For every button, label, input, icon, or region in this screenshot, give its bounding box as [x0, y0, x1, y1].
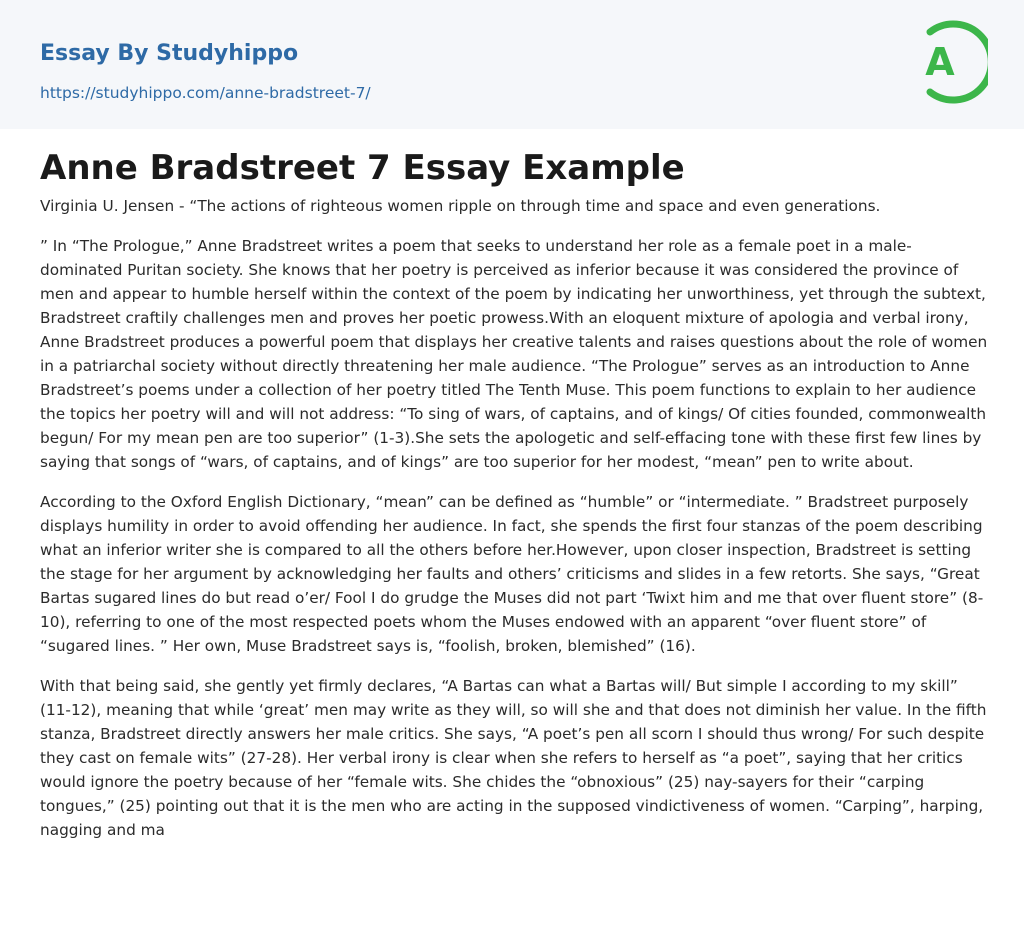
- article-body: [40, 194, 990, 858]
- studyhippo-logo-icon[interactable]: [910, 18, 988, 106]
- article-paragraph: Virginia U. Jensen - “The actions of righteous women ripple on through time and space and even generations.: [40, 197, 881, 215]
- article-paragraph: With that being said, she gently yet firmly declares, “A Bartas can what a Bartas will/ But simple I according to my skill” (11-12), meaning that while ‘great’ men may write as they will, so will she and that does not diminish her value. In the fifth stanza, Bradstreet directly answers her male critics. She says, “A poet’s pen all scorn I should thus wrong/ For such despite they cast on female wits” (27-28). Her verbal irony is clear when she refers to herself as “a poet”, saying that her critics would ignore the poetry because of her “female wits. She chides the “obnoxious” (25) nay-sayers for their “carping tongues,” (25) pointing out that it is the men who are acting in the supposed vindictiveness of women. “Carping”, harping, nagging and ma: [40, 677, 987, 839]
- page-url-link[interactable]: https://studyhippo.com/anne-bradstreet-7/: [40, 84, 371, 102]
- article-title: Anne Bradstreet 7 Essay Example: [40, 148, 685, 188]
- article-paragraph: According to the Oxford English Dictionary, “mean” can be defined as “humble” or “intermediate. ” Bradstreet purposely displays humility in order to avoid offending her audience. In fact, she spends the first four stanzas of the poem describing what an inferior writer she is compared to all the others before her.However, upon closer inspection, Bradstreet is setting the stage for her argument by acknowledging her faults and others’ criticisms and slides in a few retorts. She says, “Great Bartas sugared lines do but read o’er/ Fool I do grudge the Muses did not part ‘Twixt him and me that over fluent store” (8-10), referring to one of the most respected poets whom the Muses endowed with an apparent “over fluent store” of “sugared lines. ” Her own, Muse Bradstreet says is, “foolish, broken, blemished” (16).: [40, 493, 984, 655]
- article-paragraph: ” In “The Prologue,” Anne Bradstreet writes a poem that seeks to understand her role as a female poet in a male-dominated Puritan society. She knows that her poetry is perceived as inferior because it was considered the province of men and appear to humble herself within the context of the poem by indicating her unworthiness, yet through the subtext, Bradstreet craftily challenges men and proves her poetic prowess.With an eloquent mixture of apologia and verbal irony, Anne Bradstreet produces a powerful poem that displays her creative talents and raises questions about the role of women in a patriarchal society without directly threatening her male audience. “The Prologue” serves as an introduction to Anne Bradstreet’s poems under a collection of her poetry titled The Tenth Muse. This poem functions to explain to her audience the topics her poetry will and will not address: “To sing of wars, of captains, and of kings/ Of cities founded, commonwealth begun/ For my mean pen are too superior” (1-3).She sets the apologetic and self-effacing tone with these first few lines by saying that songs of “wars, of captains, and of kings” are too superior for her modest, “mean” pen to write about.: [40, 237, 988, 471]
- site-brand[interactable]: Essay By Studyhippo: [40, 41, 299, 66]
- logo-letter: A: [925, 40, 955, 84]
